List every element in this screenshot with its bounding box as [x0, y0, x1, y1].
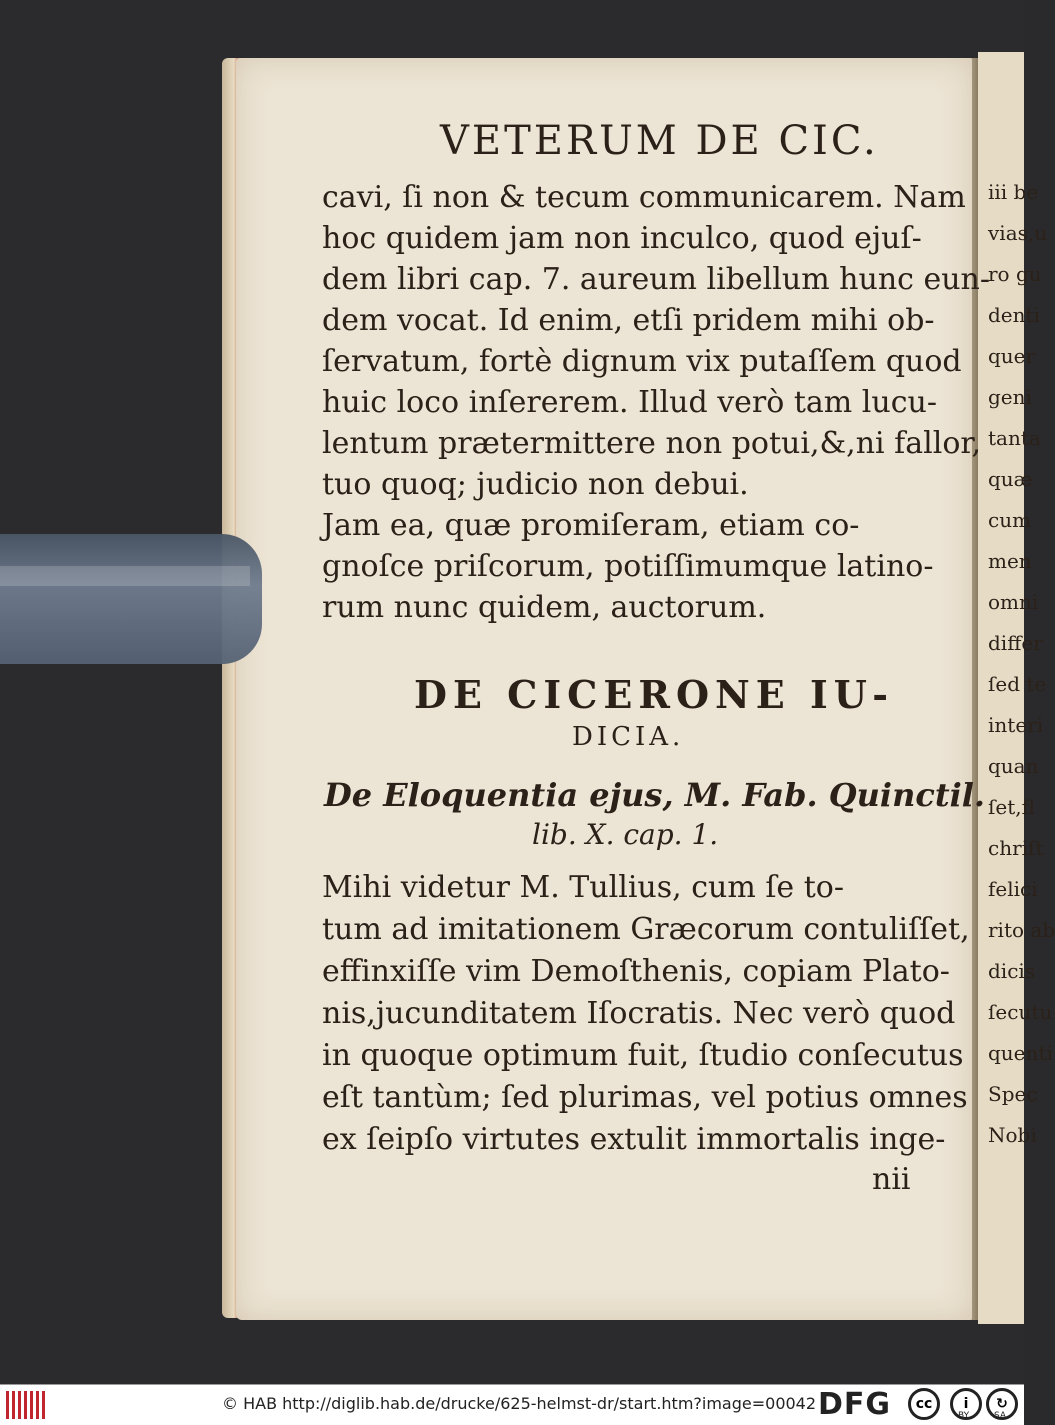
body-line: nis,jucunditatem Iſocratis. Nec verò quod [322, 996, 956, 1031]
facing-page-line: Spec [988, 1082, 1038, 1106]
text-line: gnoſce priſcorum, potiſſimumque latino- [322, 549, 934, 584]
copyright-link[interactable]: © HAB http://diglib.hab.de/drucke/625-helmst-dr/start.htm?image=00042 [222, 1394, 817, 1413]
facing-page-line: cum [988, 508, 1032, 532]
catchword: nii [872, 1162, 911, 1197]
facing-page-line: omni [988, 590, 1039, 614]
text-line: rum nunc quidem, auctorum. [322, 590, 767, 625]
text-line: dem libri cap. 7. aureum libellum hunc eun- [322, 262, 991, 297]
body-line: in quoque optimum fuit, ſtudio conſecutus [322, 1038, 964, 1073]
text-line: dem vocat. Id enim, etſi pridem mihi ob- [322, 303, 935, 338]
facing-page-line: chriſt [988, 836, 1044, 860]
facing-page-line: quan [988, 754, 1039, 778]
text-line: tuo quoq; judicio non debui. [322, 467, 749, 502]
running-head: VETERUM DE CIC. [440, 118, 879, 164]
text-line: cavi, ſi non & tecum communicarem. Nam [322, 180, 966, 215]
page-holder-clip [0, 534, 262, 664]
text-line: lentum prætermittere non potui,&,ni fallor, [322, 426, 981, 461]
facing-page-line: ro gu [988, 262, 1042, 286]
facing-page-line: felici [988, 877, 1038, 901]
cc-license-icon[interactable]: cc [908, 1388, 940, 1420]
share-alike-icon: ↻ [986, 1388, 1018, 1420]
facing-page-line: ſet,fl [988, 795, 1035, 819]
subheading-reference: lib. X. cap. 1. [532, 818, 719, 851]
text-line: Jam ea, quæ promiſeram, etiam co- [322, 508, 860, 543]
facing-page-line: Nobi [988, 1123, 1037, 1147]
subheading: De Eloquentia ejus, M. Fab. Quinctil. [324, 776, 986, 814]
facing-page-line: differ [988, 631, 1043, 655]
text-line: huic loco inſererem. Illud verò tam lucu- [322, 385, 937, 420]
facing-page-line: quæ [988, 467, 1033, 491]
sa-label: SA [994, 1411, 1007, 1421]
facing-page-line: iii be [988, 180, 1039, 204]
hab-logo-icon [6, 1391, 46, 1419]
facing-page-line: rito ab [988, 918, 1055, 942]
body-line: effinxiſſe vim Demoſthenis, copiam Plato- [322, 954, 950, 989]
facing-page-line: ſed te [988, 672, 1047, 696]
text-line: hoc quidem jam non inculco, quod ejuſ- [322, 221, 922, 256]
body-line: tum ad imitationem Græcorum contuliſſet, [322, 912, 970, 947]
facing-page-line: quenti [988, 1041, 1053, 1065]
section-title-continued: DICIA. [572, 722, 685, 752]
body-line: eſt tantùm; ſed plurimas, vel potius omnes [322, 1080, 968, 1115]
facing-page-line: denti [988, 303, 1040, 327]
section-title: DE CICERONE IU- [414, 672, 895, 717]
facing-page-line: dicis [988, 959, 1036, 983]
body-line: Mihi videtur M. Tullius, cum ſe to- [322, 870, 844, 905]
facing-page-line: interi [988, 713, 1044, 737]
clip-highlight [0, 566, 250, 586]
attribution-icon: i [950, 1388, 982, 1420]
facing-page-line: geni [988, 385, 1032, 409]
facing-page-line: ſecutu [988, 1000, 1053, 1024]
text-line: ſervatum, fortè dignum vix putaſſem quod [322, 344, 962, 379]
body-line: ex ſeipſo virtutes extulit immortalis inge- [322, 1122, 946, 1157]
facing-page-line: quer [988, 344, 1036, 368]
facing-page-line: vias,u [988, 221, 1048, 245]
footer-bar [0, 1384, 1024, 1425]
dfg-logo: DFG [818, 1387, 892, 1422]
facing-page-line: tanta [988, 426, 1041, 450]
facing-page-line: men [988, 549, 1032, 573]
by-label: BY [958, 1411, 970, 1421]
